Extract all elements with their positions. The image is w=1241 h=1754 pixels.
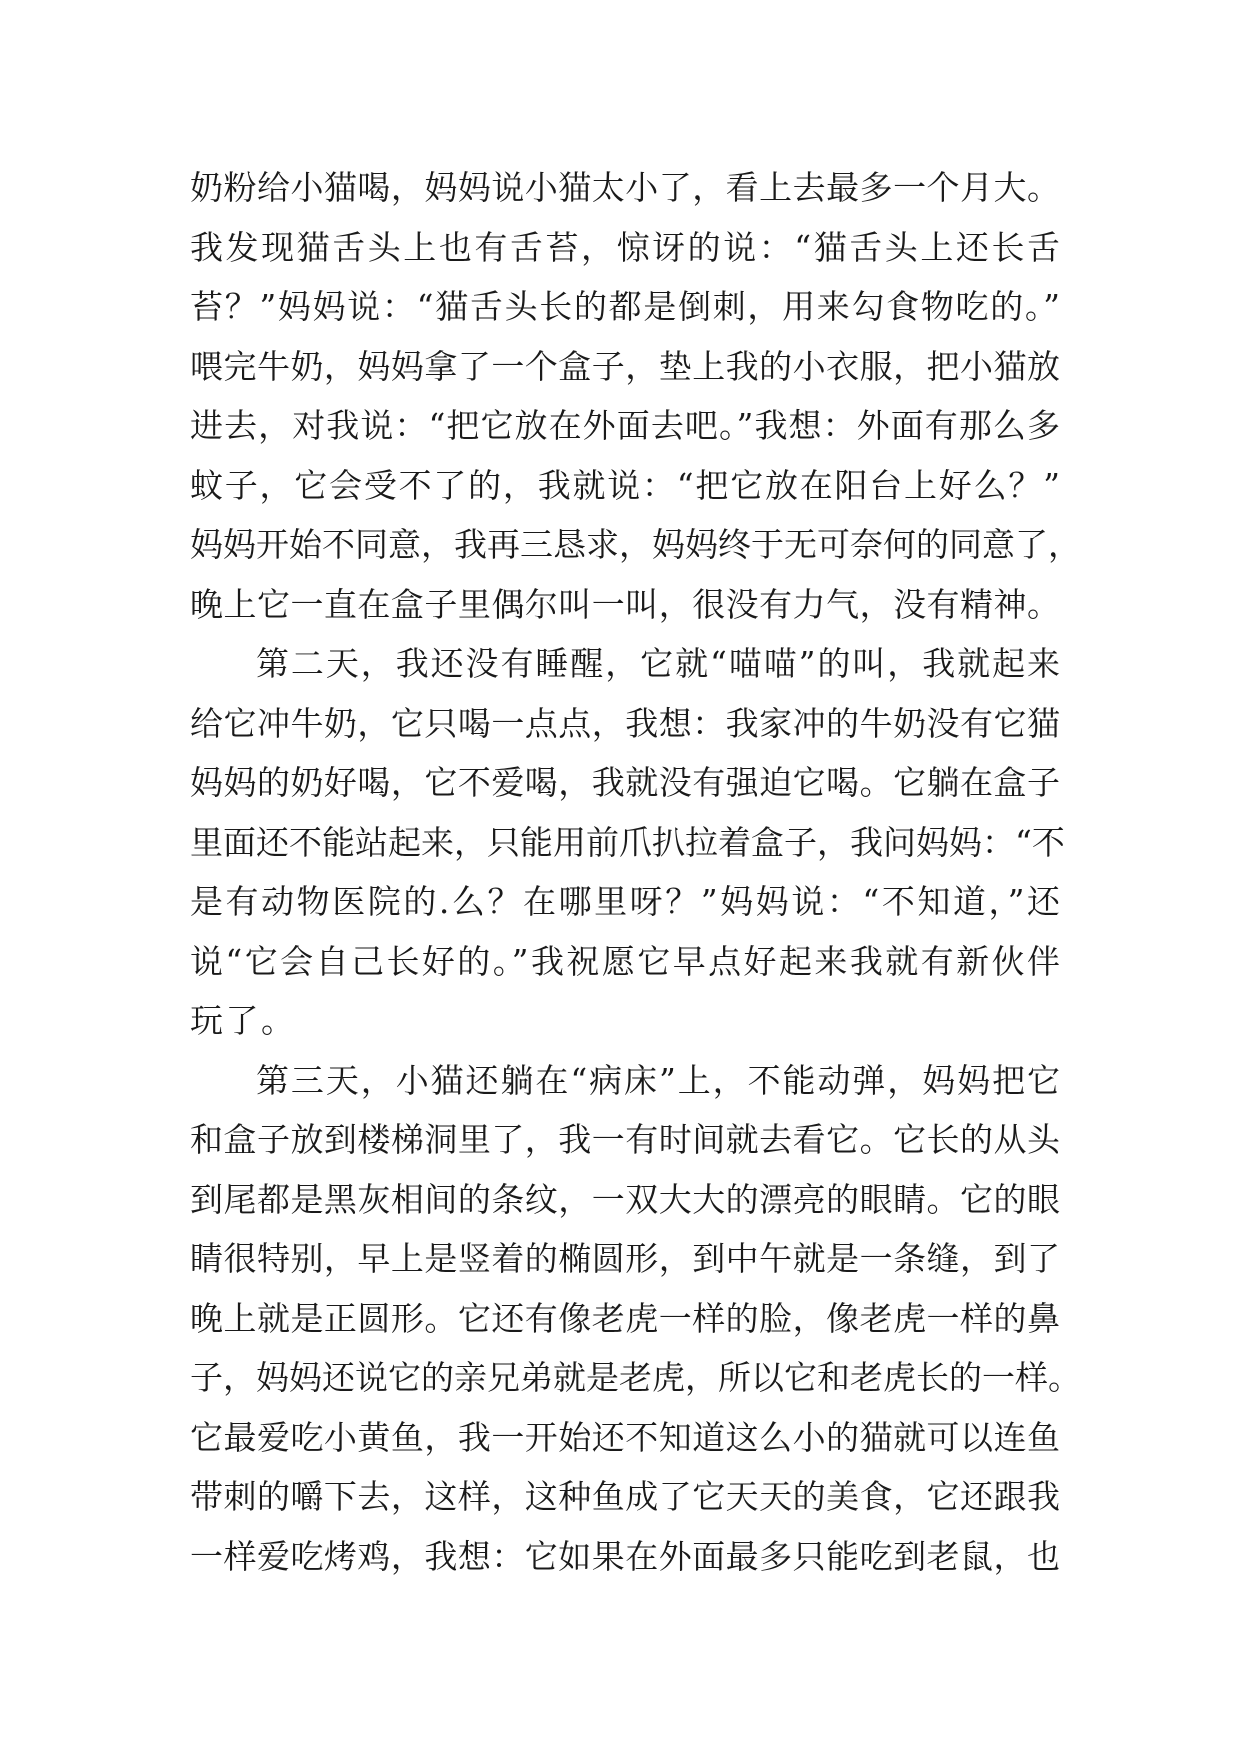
text-line: 它最爱吃小黄鱼，我一开始还不知道这么小的猫就可以连鱼 [190,1417,1060,1457]
paragraph-2 [190,634,1065,1051]
text-line-indented: 第二天，我还没有睡醒，它就“喵喵”的叫，我就起来 [256,644,1060,683]
text-line: 里面还不能站起来，只能用前爪扒拉着盒子，我问妈妈：“不 [190,822,1065,862]
paragraph-1 [190,158,1081,634]
text-line: 苔？”妈妈说：“猫舌头长的都是倒刺，用来勾食物吃的。” [190,287,1060,326]
text-line: 一样爱吃烤鸡，我想：它如果在外面最多只能吃到老鼠，也 [190,1536,1060,1576]
text-line: 说“它会自己长好的。”我祝愿它早点好起来我就有新伙伴 [190,941,1060,981]
text-line: 是有动物医院的.么？在哪里呀？”妈妈说：“不知道，”还 [190,882,1060,921]
text-line: 奶粉给小猫喝，妈妈说小猫太小了，看上去最多一个月大。 [190,168,1060,207]
paragraph-3 [190,1051,1081,1587]
body-text [190,158,1081,1586]
text-line: 到尾都是黑灰相间的条纹，一双大大的漂亮的眼睛。它的眼 [190,1179,1060,1219]
text-line-indented: 第三天，小猫还躺在“病床”上，不能动弹，妈妈把它 [256,1060,1060,1100]
text-line: 子，妈妈还说它的亲兄弟就是老虎，所以它和老虎长的一样。 [190,1358,1081,1397]
text-line: 我发现猫舌头上也有舌苔，惊讶的说：“猫舌头上还长舌 [190,227,1060,267]
text-line-last: 玩了。 [190,1001,297,1040]
text-line: 进去，对我说：“把它放在外面去吧。”我想：外面有那么多 [190,406,1060,445]
text-line: 妈妈的奶好喝，它不爱喝，我就没有强迫它喝。它躺在盒子 [190,763,1060,802]
text-line: 带刺的嚼下去，这样，这种鱼成了它天天的美食，它还跟我 [190,1477,1060,1516]
text-line: 妈妈开始不同意，我再三恳求，妈妈终于无可奈何的同意了， [190,525,1081,564]
text-line: 给它冲牛奶，它只喝一点点，我想：我家冲的牛奶没有它猫 [190,703,1060,743]
text-line: 蚊子，它会受不了的，我就说：“把它放在阳台上好么？” [190,465,1060,505]
text-line: 喂完牛奶，妈妈拿了一个盒子，垫上我的小衣服，把小猫放 [190,346,1060,386]
text-line: 晚上就是正圆形。它还有像老虎一样的脸，像老虎一样的鼻 [190,1298,1060,1338]
text-line: 晚上它一直在盒子里偶尔叫一叫，很没有力气，没有精神。 [190,584,1060,624]
text-line: 睛很特别，早上是竖着的椭圆形，到中午就是一条缝，到了 [190,1239,1060,1278]
text-line: 和盒子放到楼梯洞里了，我一有时间就去看它。它长的从头 [190,1120,1060,1159]
